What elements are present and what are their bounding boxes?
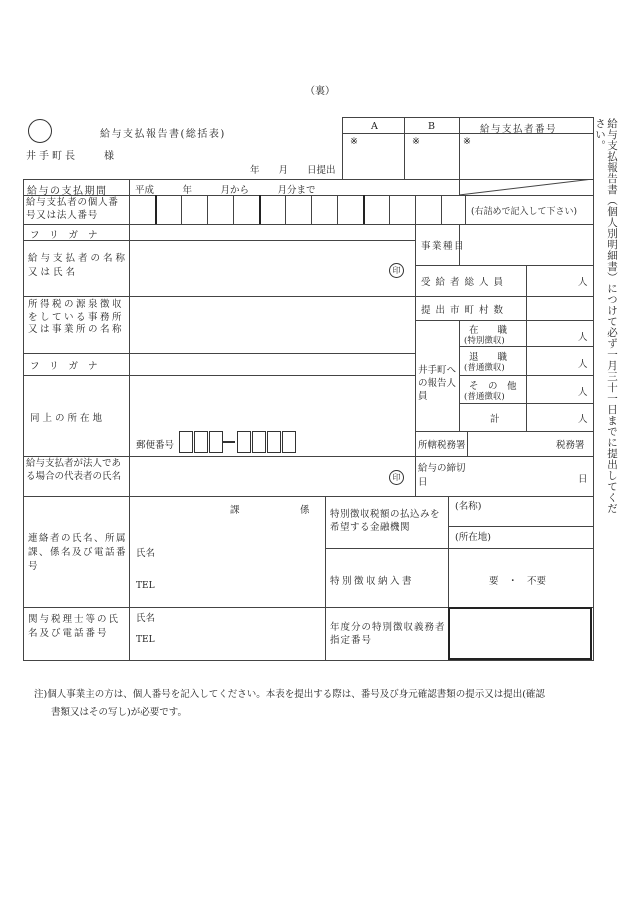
employed-label: 在 職 <box>469 325 508 336</box>
total-label: 計 <box>490 414 500 425</box>
id-note: (右詰めで記入して下さい) <box>471 207 578 217</box>
contact-input[interactable] <box>130 497 324 606</box>
tax-accountant-input[interactable] <box>130 608 324 659</box>
subsection-label: 係 <box>300 505 310 516</box>
addressee: 井手町長 様 <box>26 151 117 162</box>
tax-office-label: 所轄税務署 <box>418 440 466 451</box>
representative-seal-icon: 印 <box>389 470 404 485</box>
other-unit: 人 <box>578 387 588 398</box>
bank-name-input[interactable] <box>449 497 593 525</box>
total-input[interactable] <box>527 404 577 430</box>
designation-number-box[interactable] <box>448 607 592 660</box>
retired-unit: 人 <box>578 359 588 370</box>
postal-box-6[interactable] <box>267 431 281 453</box>
retired-label: 退 職 <box>469 352 508 363</box>
bank-name-label: (名称) <box>455 501 482 512</box>
office-label: 所得税の源泉徴収をしている事務所又は事業所の名称 <box>28 299 125 335</box>
tax-accountant-label: 関与税理士等の氏名及び電話番号 <box>28 614 121 639</box>
payer-number-header: 給与支払者番号 <box>480 124 558 135</box>
submit-municipalities-input[interactable] <box>527 297 592 319</box>
report-label: 井手町への報告人員 <box>418 365 457 402</box>
employed-sub: (特別徴収) <box>464 336 505 346</box>
col-b-input[interactable] <box>405 134 458 179</box>
other-input[interactable] <box>527 376 577 402</box>
address-label: 同上の所在地 <box>30 413 106 424</box>
payment-slip-label: 特別徴収納入書 <box>330 576 415 587</box>
postal-box-3[interactable] <box>209 431 223 453</box>
col-b-mark: ※ <box>412 136 420 147</box>
tax-office-unit: 税務署 <box>556 440 585 451</box>
side-note: 給与支払報告書（個人別明細書）につけて必ず一月三十一日までに提出してください。 <box>594 118 618 514</box>
payer-number-input[interactable] <box>460 134 592 179</box>
period-diagonal-line <box>459 179 594 196</box>
id-label: 給与支払者の個人番号又は法人番号 <box>26 197 119 221</box>
representative-input[interactable] <box>130 457 414 495</box>
bank-address-input[interactable] <box>449 527 593 547</box>
period-value: 平成 年 月から 月分まで <box>135 185 316 196</box>
payer-name-input[interactable] <box>130 241 414 295</box>
submit-municipalities-label: 提出市町村数 <box>421 305 509 316</box>
postal-dash <box>223 441 235 443</box>
other-sub: (普通徴収) <box>464 392 505 402</box>
retired-sub: (普通徴収) <box>464 363 505 373</box>
designation-label: 年度分の特別徴収義務者指定番号 <box>330 622 446 646</box>
postal-box-2[interactable] <box>194 431 208 453</box>
tax-accountant-name-label: 氏名 <box>136 613 156 624</box>
total-recipients-input[interactable] <box>527 266 577 295</box>
business-type-label: 事業種目 <box>421 241 466 252</box>
contact-label: 連絡者の氏名、所属課、係名及び電話番号 <box>28 533 128 572</box>
total-recipients-unit: 人 <box>578 277 588 288</box>
postal-box-5[interactable] <box>252 431 266 453</box>
col-a-input[interactable] <box>343 134 403 179</box>
payer-number-mark: ※ <box>463 136 471 147</box>
bank-label: 特別徴収税額の払込みを希望する金融機関 <box>330 509 441 533</box>
col-b-header: B <box>428 121 435 132</box>
employed-input[interactable] <box>527 321 577 345</box>
form-title: 給与支払報告書(総括表) <box>100 129 226 140</box>
cutoff-label: 給与の締切日 <box>418 463 466 488</box>
contact-name-label: 氏名 <box>136 548 156 559</box>
footnote-line-1: 注)個人事業主の方は、個人番号を記入してください。本表を提出する際は、番号及び身元確認書類の提示又は提出(確認 <box>34 689 545 700</box>
footnote-line-2: 書類又はその写し)が必要です。 <box>51 707 187 718</box>
postal-box-4[interactable] <box>237 431 251 453</box>
page-side-label: （裏） <box>305 86 335 97</box>
employed-unit: 人 <box>578 332 588 343</box>
furigana-input-1[interactable] <box>130 225 414 239</box>
section-label: 課 <box>230 505 240 516</box>
total-recipients-label: 受給者総人員 <box>421 277 509 288</box>
furigana-label-2: フリガナ <box>30 361 108 372</box>
cutoff-unit: 日 <box>578 474 588 485</box>
payer-name-label: 給与支払者の名称又は氏名 <box>28 253 129 278</box>
submit-date: 年 月 日提出 <box>250 165 336 176</box>
payment-slip-value[interactable]: 要 ・ 不要 <box>489 576 547 587</box>
id-number-input[interactable] <box>130 196 464 223</box>
retired-input[interactable] <box>527 347 577 374</box>
representative-label: 給与支払者が法人である場合の代表者の氏名 <box>26 458 122 482</box>
payer-seal-icon: 印 <box>389 263 404 278</box>
postal-box-1[interactable] <box>179 431 193 453</box>
col-a-mark: ※ <box>350 136 358 147</box>
business-type-input[interactable] <box>460 225 592 264</box>
tax-office-input[interactable] <box>468 432 554 455</box>
stamp-circle-icon <box>28 119 52 143</box>
other-label: そ の 他 <box>469 381 517 392</box>
address-input[interactable] <box>130 376 414 426</box>
total-unit: 人 <box>578 414 588 425</box>
postal-label: 郵便番号 <box>136 440 175 451</box>
tax-accountant-tel-label: TEL <box>136 635 155 645</box>
period-label: 給与の支払期間 <box>27 186 108 197</box>
bank-address-label: (所在地) <box>455 532 491 543</box>
col-a-header: A <box>371 121 378 132</box>
cutoff-input[interactable] <box>470 457 574 495</box>
furigana-input-2[interactable] <box>130 354 414 374</box>
postal-box-7[interactable] <box>282 431 296 453</box>
furigana-label-1: フリガナ <box>30 230 108 241</box>
office-input[interactable] <box>130 297 414 352</box>
contact-tel-label: TEL <box>136 581 155 591</box>
